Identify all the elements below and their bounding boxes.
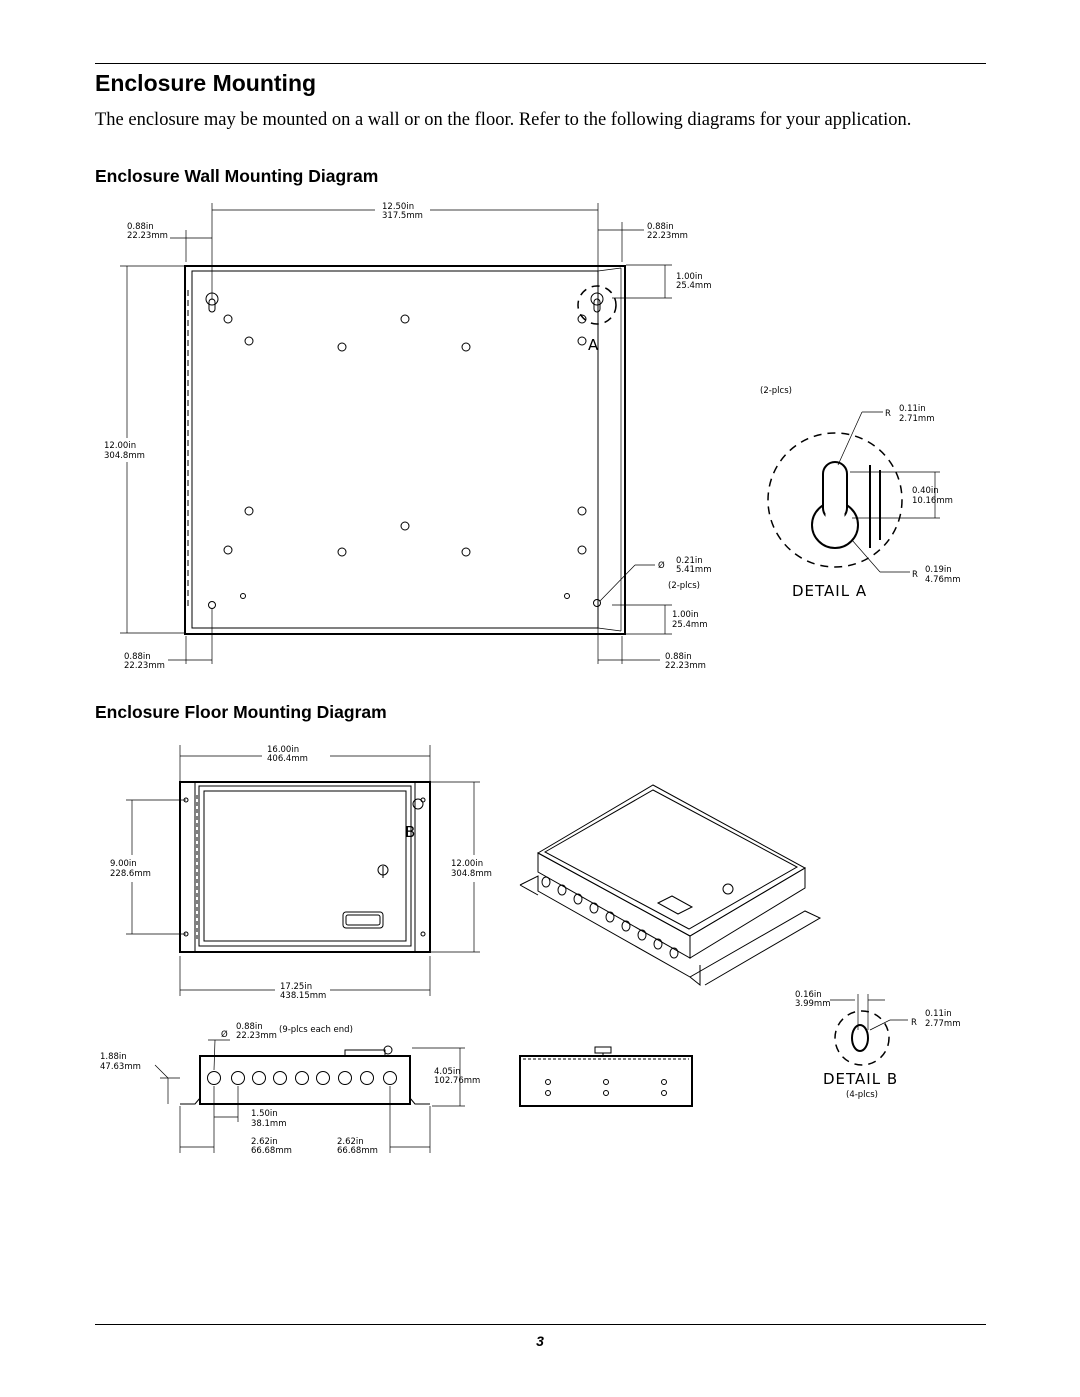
floor-pitch-in: 1.50in [251,1109,278,1119]
wall-hole-qty: (2-plcs) [668,581,700,591]
wall-width-mm: 317.5mm [382,211,423,221]
floor-foot-mm: 47.63mm [100,1062,141,1072]
floor-bottom-mm: 438.15mm [280,991,327,1001]
wall-top-mm: 25.4mm [676,281,712,291]
detail-a-d-in: 0.40in [912,486,939,496]
detail-a [760,386,961,600]
floor-ko-in: 0.88in [236,1022,263,1032]
floor-right-in: 12.00in [451,859,484,869]
floor-left-mm: 228.6mm [110,869,151,879]
floor-end1-mm: 66.68mm [251,1146,292,1156]
floor-front-view [110,745,492,1001]
wall-bottom-mm: 25.4mm [672,620,708,630]
detail-b-r-mm: 2.77mm [925,1019,961,1029]
floor-right-mm: 304.8mm [451,869,492,879]
floor-heading: Enclosure Floor Mounting Diagram [95,702,387,722]
detail-a-label: DETAIL A [792,582,868,600]
wall-bottom-in: 1.00in [672,610,699,620]
wall-height-mm: 304.8mm [104,451,145,461]
detail-b-w-in: 0.16in [795,990,822,1000]
floor-left-in: 9.00in [110,859,137,869]
detail-a-r2-mm: 4.76mm [925,575,961,585]
floor-depth-mm: 102.76mm [434,1076,481,1086]
callout-a: A [588,336,600,354]
detail-a-r1-mm: 2.71mm [899,414,935,424]
detail-a-r1-prefix: R [885,409,891,419]
floor-foot-in: 1.88in [100,1052,127,1062]
floor-ko-qty: (9-plcs each end) [279,1025,353,1035]
detail-b-r-prefix: R [911,1018,917,1028]
detail-b-qty: (4-plcs) [846,1090,878,1100]
floor-pitch-mm: 38.1mm [251,1119,287,1129]
bottom-rule [95,1324,986,1325]
wall-top-in: 1.00in [676,272,703,282]
detail-a-d-mm: 10.16mm [912,496,953,506]
floor-front-outline [180,782,430,952]
wall-heading: Enclosure Wall Mounting Diagram [95,166,379,186]
floor-end2-mm: 66.68mm [337,1146,378,1156]
floor-depth-in: 4.05in [434,1067,461,1077]
wall-left-in: 0.88in [127,222,154,232]
wall-br-in: 0.88in [665,652,692,662]
floor-width-mm: 406.4mm [267,754,308,764]
wall-width-in: 12.50in [382,202,415,212]
wall-hole-in: 0.21in [676,556,703,566]
wall-mounting-diagram [104,202,712,671]
dimension-symbol: Ø [658,561,665,571]
floor-isometric-view [520,785,820,985]
page-number: 3 [536,1333,544,1349]
callout-b: B [405,823,417,841]
page-title: Enclosure Mounting [95,70,317,96]
wall-enclosure-outline [185,266,625,634]
floor-width-in: 16.00in [267,745,300,755]
wall-right-mm: 22.23mm [647,231,688,241]
floor-side-view [100,1022,480,1156]
floor-end-view [520,1047,692,1106]
detail-a-qty: (2-plcs) [760,386,792,396]
wall-height-in: 12.00in [104,441,137,451]
wall-hole-mm: 5.41mm [676,565,712,575]
wall-br-mm: 22.23mm [665,661,706,671]
wall-right-in: 0.88in [647,222,674,232]
wall-bl-mm: 22.23mm [124,661,165,671]
wall-bl-in: 0.88in [124,652,151,662]
detail-b-w-mm: 3.99mm [795,999,831,1009]
floor-end2-in: 2.62in [337,1137,364,1147]
floor-bottom-in: 17.25in [280,982,313,992]
floor-ko-mm: 22.23mm [236,1031,277,1041]
dimension-symbol: Ø [221,1030,228,1040]
wall-left-mm: 22.23mm [127,231,168,241]
detail-a-r1-in: 0.11in [899,404,926,414]
detail-b [795,990,961,1100]
intro-paragraph: The enclosure may be mounted on a wall or on the floor. Refer to the following diagrams for your application. [95,110,912,130]
detail-a-r2-prefix: R [912,570,918,580]
detail-a-r2-in: 0.19in [925,565,952,575]
detail-b-label: DETAIL B [823,1070,899,1088]
floor-end1-in: 2.62in [251,1137,278,1147]
detail-b-r-in: 0.11in [925,1009,952,1019]
